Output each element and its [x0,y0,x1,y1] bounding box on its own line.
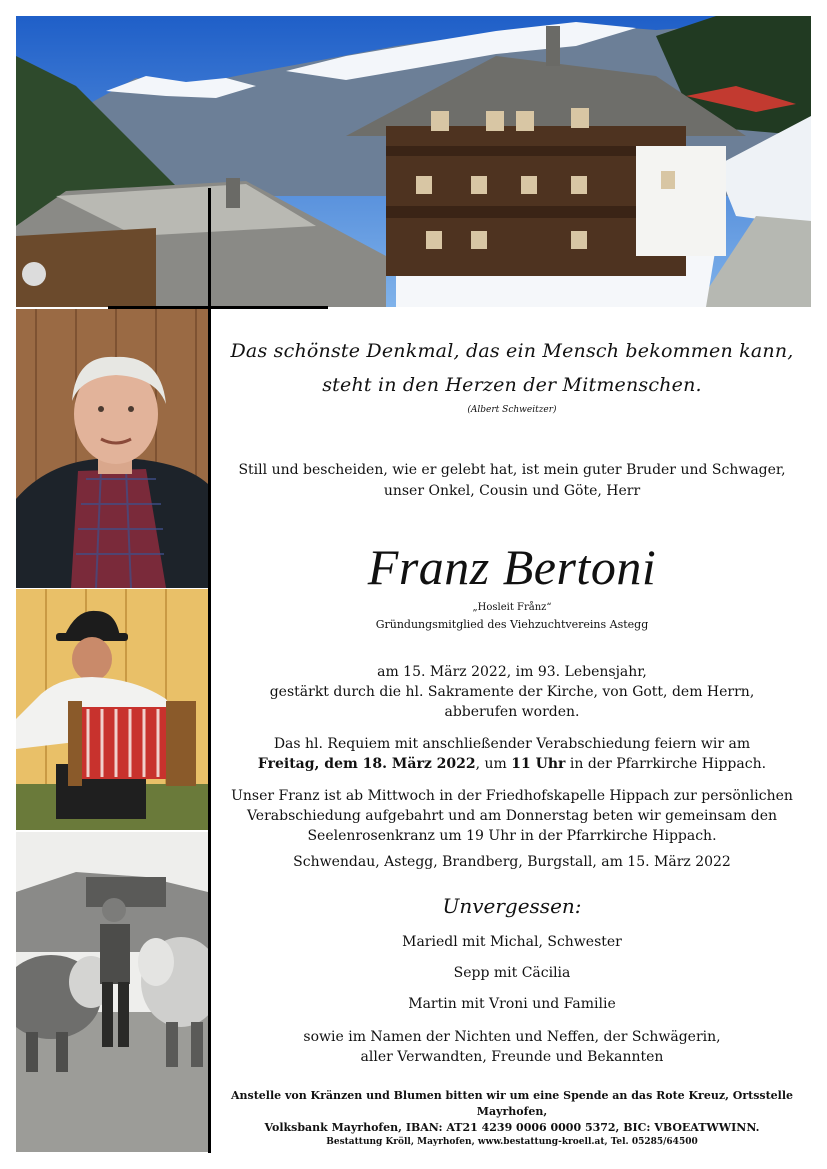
requiem-time: 11 Uhr [511,756,566,772]
quote-line-2: steht in den Herzen der Mitmenschen. [322,374,702,396]
death-notice [212,662,812,722]
donation-line-2: Volksbank Mayrhofen, IBAN: AT21 4239 0006 0000 5372, BIC: VBOEATWWINN. [264,1121,760,1134]
portrait-photo [16,309,208,588]
requiem-notice [212,734,812,774]
donation-note [212,1088,812,1136]
rosary-line-1: Unser Franz ist ab Mittwoch in der Friedhofskapelle Hippach zur persönlichen [231,788,793,804]
memorial-cross-vertical [208,188,211,1153]
requiem-line-1: Das hl. Requiem mit anschließender Verabschiedung feiern wir am [273,736,751,752]
deceased-role: Gründungsmitglied des Viehzuchtvereins Astegg [375,618,649,631]
undertaker-info: Bestattung Kröll, Mayrhofen, www.bestattung-kroell.at, Tel. 05285/64500 [326,1137,698,1147]
hero-landscape-photo [16,16,811,307]
mourner-4 [212,1027,812,1067]
requiem-date: Freitag, dem 18. März 2022 [257,756,476,772]
accordion-photo [16,589,208,830]
mourner-4-line-1: sowie im Namen der Nichten und Neffen, der Schwägerin, [303,1029,721,1045]
death-line-1: am 15. März 2022, im 93. Lebensjahr, [377,664,647,680]
requiem-mid: , um [475,756,512,772]
mourner-4-line-2: aller Verwandten, Freunde und Bekannten [360,1049,664,1065]
quote-line-1: Das schönste Denkmal, das ein Mensch bekommen kann, [230,340,794,362]
death-line-2: gestärkt durch die hl. Sakramente der Kirche, von Gott, dem Herrn, [269,684,755,700]
cows-photo [16,832,208,1152]
requiem-location: in der Pfarrkirche Hippach. [565,756,767,772]
deceased-name: Franz Bertoni [367,539,657,595]
rosary-line-2: Verabschiedung aufgebahrt und am Donnerstag beten wir gemeinsam den [246,808,777,824]
deceased-nickname: „Hosleit Frånz“ [472,602,552,613]
mourners-heading: Unvergessen: [442,894,582,918]
intro-line-2: unser Onkel, Cousin und Göte, Herr [383,483,641,499]
rosary-notice [212,786,812,846]
mourner-2: Sepp mit Cäcilia [453,965,571,981]
requiem-line-2 [212,754,812,774]
donation-line-1: Anstelle von Kränzen und Blumen bitten wir um eine Spende an das Rote Kreuz, Ortsstelle Mayrhofen, [230,1089,794,1118]
place-date: Schwendau, Astegg, Brandberg, Burgstall, am 15. März 2022 [293,854,731,870]
mourner-3: Martin mit Vroni und Familie [408,996,616,1012]
rosary-line-3: Seelenrosenkranz um 19 Uhr in der Pfarrkirche Hippach. [307,828,717,844]
quote-author: (Albert Schweitzer) [467,405,557,415]
death-line-3: abberufen worden. [444,704,580,720]
memorial-cross-horizontal [108,306,328,309]
intro-line-1: Still und bescheiden, wie er gelebt hat, ist mein guter Bruder und Schwager, [238,462,786,478]
mourner-1: Mariedl mit Michal, Schwester [402,934,622,950]
